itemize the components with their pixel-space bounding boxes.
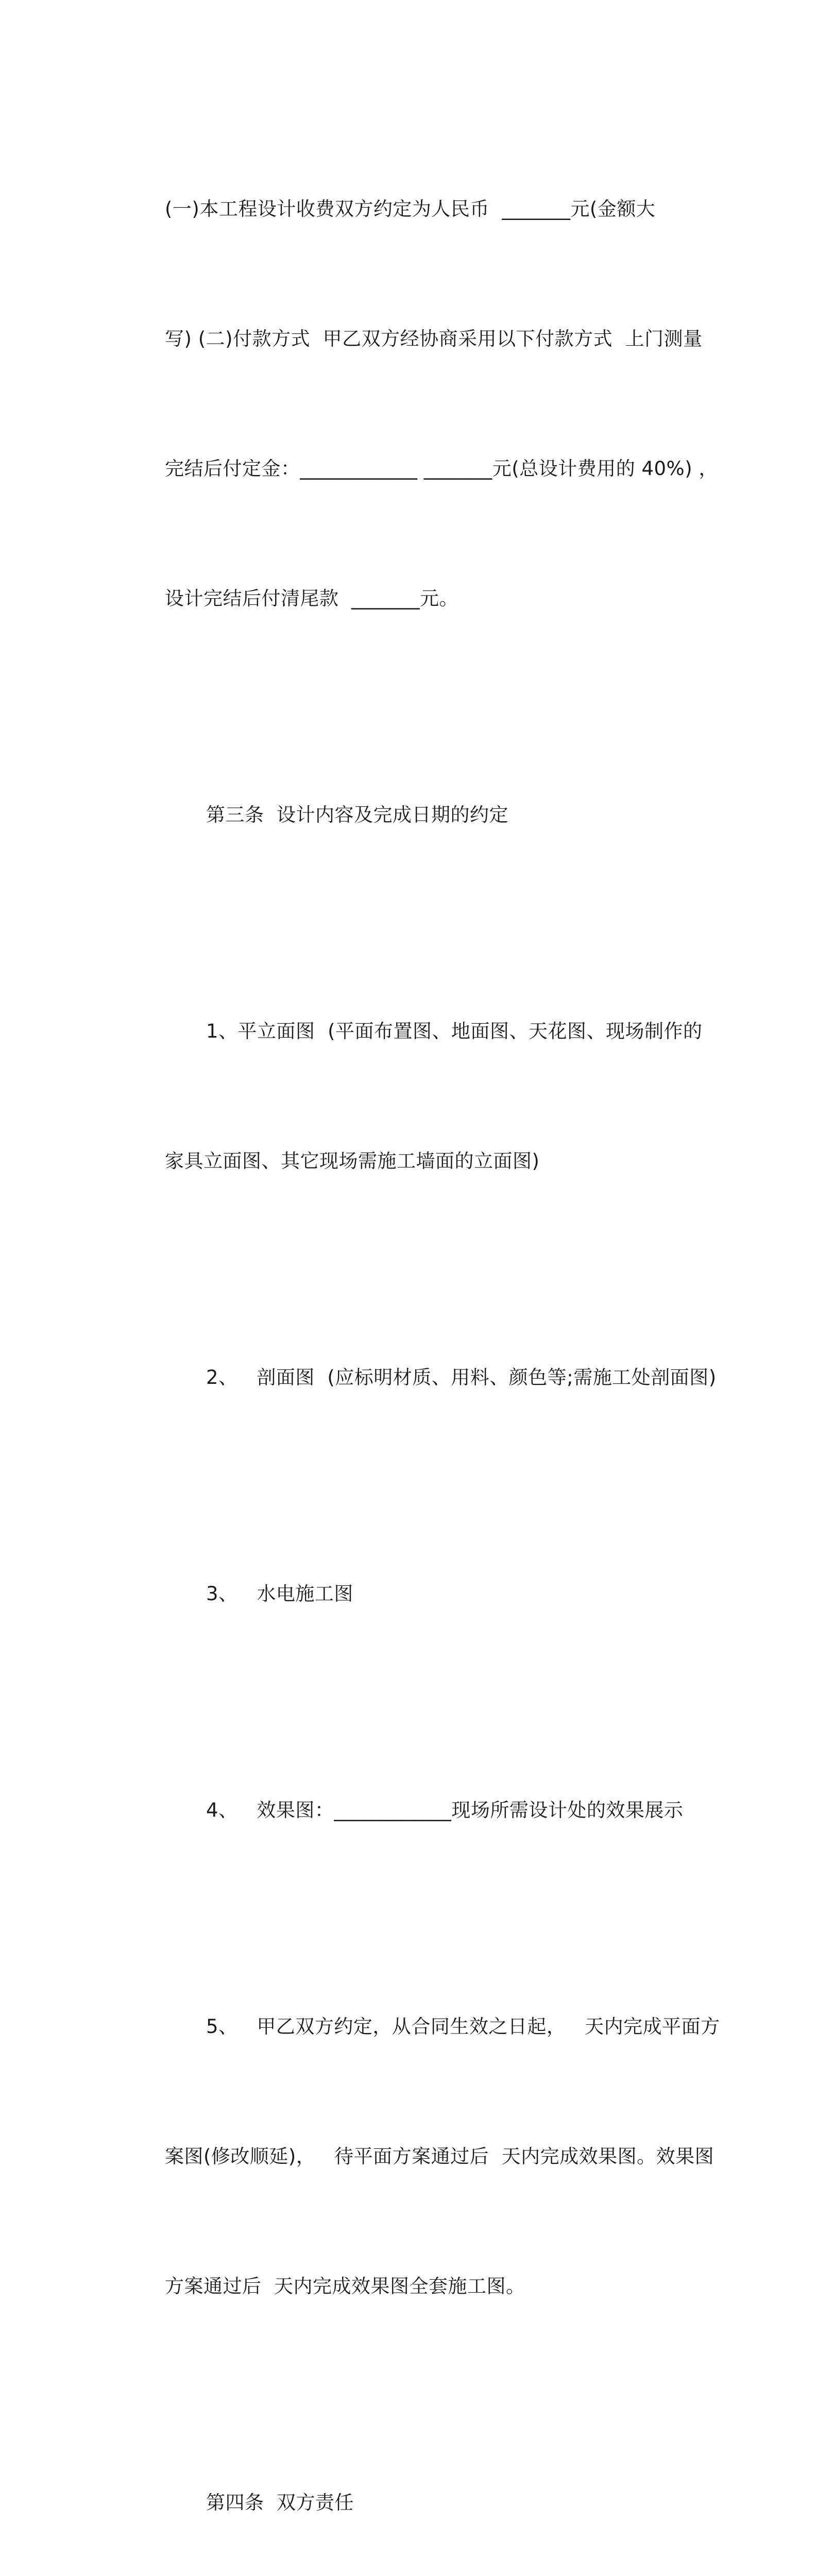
text-line: (一)本工程设计收费双方约定为人民币 _______元(金额大 (165, 198, 656, 220)
document-body (124, 101, 720, 2576)
text-line: 设计完结后付清尾款 _______元。 (165, 587, 459, 609)
item-2-paragraph (124, 1269, 717, 1486)
text-line: 第四条 双方责任 (206, 2492, 354, 2514)
article-3-heading (124, 707, 701, 923)
text-line: 完结后付定金：____________ _______元(总设计费用的 40%) ， (165, 457, 718, 480)
text-line: 3、 水电施工图 (206, 1583, 353, 1605)
item-5-paragraph (124, 1919, 720, 2395)
text-line: 4、 效果图：____________现场所需设计处的效果展示 (206, 1799, 684, 1821)
text-line: 1、平立面图 (平面布置图、地面图、天花图、现场制作的 (206, 1020, 703, 1042)
text-line: 案图(修改顺延)， 待平面方案通过后 天内完成效果图。效果图 (165, 2145, 714, 2167)
item-1-paragraph (124, 923, 701, 1269)
item-4-paragraph (124, 1702, 701, 1919)
text-line: 2、 剖面图 (应标明材质、用料、颜色等;需施工处剖面图) (206, 1366, 717, 1388)
article-4-heading (124, 2395, 701, 2576)
fee-clause-paragraph (124, 101, 718, 707)
item-3-paragraph (124, 1486, 701, 1702)
text-line: 写) (二)付款方式 甲乙双方经协商采用以下付款方式 上门测量 (165, 328, 703, 350)
text-line: 第三条 设计内容及完成日期的约定 (206, 804, 509, 826)
text-line: 家具立面图、其它现场需施工墙面的立面图) (165, 1150, 540, 1172)
text-line: 5、 甲乙双方约定，从合同生效之日起， 天内完成平面方 (206, 2015, 720, 2038)
text-line: 方案通过后 天内完成效果图全套施工图。 (165, 2275, 525, 2297)
